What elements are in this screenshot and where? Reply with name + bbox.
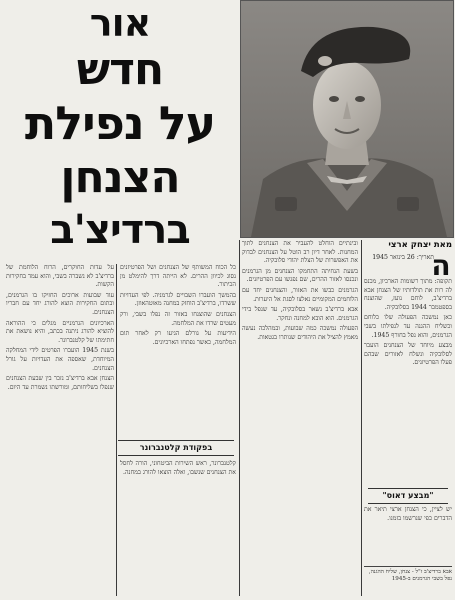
byline: מאת יצחק ארצי	[388, 240, 452, 250]
paragraph: יש לציין, כי הצנחן ארצי תיאר את הדברים כפי שנרשמו בזמנו.	[364, 506, 452, 522]
paragraph: בשנת 1945 הועברו הפרטים לידי המחלקה המיוחדת, שאספה את העדויות על גורל הצנחנים.	[6, 347, 114, 372]
column-rule	[361, 240, 362, 596]
paragraph: תקופה: מתוך רשומות הארכיון, מכנס לה רות את תולדותיו של הצנחן אבא ברדיצ'ב, לוחם נועז, שהוצנח בספטמבר 1944 בסלובקיה.	[364, 278, 452, 311]
article-column-2	[242, 240, 358, 596]
paragraph: הגרמנים כבשו את האזור, והצנחנים יחד עם הלוחמים המקומיים נאלצו לסגת אל היערות.	[242, 286, 358, 303]
paragraph: הצנחן אבא ברדיצ'ב נזכר בין שבעת הצנחנים שנפלו בשליחותם, ומורשתו נשמרת עד היום.	[6, 375, 114, 391]
headline-line-5: ברדיצ'ב	[50, 207, 190, 253]
article-column-3-lower	[120, 460, 236, 596]
article-column-left	[6, 264, 114, 596]
paragraph: על עדות החוקרים, הרוח הלוחמת של ברדיצ'ב לא נשברה בשבי, והוא עמד בחקירות הקשות.	[6, 264, 114, 289]
paragraph: מבצע מיוחד של הצנחנים הועבר לסלובקיה ונשלח לאזורים שבהם פעלו הפרטיזנים.	[364, 342, 452, 367]
portrait-photo	[240, 0, 454, 238]
column-rule	[116, 264, 117, 596]
paragraph: כאן נמשכה הפעולה שלו כלוחם וכשליח ההגנה עד לנפילתו בשבי הגרמנים, והוא נפל בחורף 1945.	[364, 314, 452, 339]
headline-line-2: חדש	[76, 44, 164, 95]
paragraph: קלטנברונר, ראש השירות הביטחוני, הורה לחסל את הצנחנים שנשבו, ואלה הוצאו להורג במחנה.	[120, 460, 236, 476]
article-column-3	[120, 264, 236, 436]
paragraph: כל הכוח המשותף של הצנחנים ושל הפרטיזנים נסוג לכיוון ההרים. לא הייתה דרך להימלט מן הכיתור.	[120, 264, 236, 289]
paragraph: בשעת הנחיתה התחמקו הצנחנים מן הגרמנים ונכנסו לאזור ההרים, שם נפגשו עם הפרטיזנים.	[242, 267, 358, 284]
headline-line-1: אור	[89, 1, 151, 45]
headline	[6, 2, 234, 260]
paragraph: הפעולה נמשכה כמה שבועות, ובמהלכה נעשה מאמץ להציל את היהודים שנותרו בגטאות.	[242, 325, 358, 341]
drop-cap: ה	[431, 249, 451, 282]
paragraph: אבא ברדיצ'ב נשאר בסלובקיה, עד שנפל בידי הגרמנים. הוא הובא למחנה ונחקר.	[242, 306, 358, 322]
article-column-right-lower	[364, 506, 452, 564]
column-rule	[239, 240, 240, 596]
paragraph: הידיעות על גורלם הגיעו רק לאחר תום המלחמה, כאשר נפתחו הארכיונים.	[120, 330, 236, 346]
headline-line-3: על נפילת	[24, 96, 216, 150]
article-column-right	[364, 278, 452, 484]
paragraph: הצנחנים שהוצנחו באזור זה נפלו בשבי, ורק מעטים שרדו את המלחמה.	[120, 310, 236, 327]
dateline: תאריך: 26 בינואר 1945	[372, 254, 434, 261]
paragraph: ובינתיים הוחלט להעביר את הצנחנים לתוך המחנות. לאחר דיון רב הוטל על הצנחנים לבדוק את האפשרות של הצלת יהודי סלובקיה.	[242, 240, 358, 265]
headline-line-4: הצנחן	[60, 152, 180, 203]
subheading-operation: "מבצע דאוס"	[368, 488, 448, 504]
photo-caption: אבא ברדיצ'ב ז"ל - צנחן, שליח ההגנה, נפל בשבי הגרמנים ב-1945	[364, 566, 452, 583]
paragraph: הארכיונים הגרמניים מגלים כי ההוראה להוציא להורג ניתנה בכתב, והיא נושאת את חתימתו של קלטנברונר.	[6, 319, 114, 344]
paragraph: בהמשך הועברו השבויים לגרמניה. לפי העדויות ששרדו, ברדיצ'ב הוחזק במחנה מאוטהאוזן.	[120, 291, 236, 308]
soldier-portrait-image	[241, 1, 453, 237]
paragraph: עוד שבועות ארוכים החזיקו בו הגרמנים, ובתום החקירות הוצא להורג יחד עם חבריו הצנחנים.	[6, 291, 114, 316]
subheading-kaltenbrunner: בפקודת קלטנברונר	[118, 440, 234, 456]
